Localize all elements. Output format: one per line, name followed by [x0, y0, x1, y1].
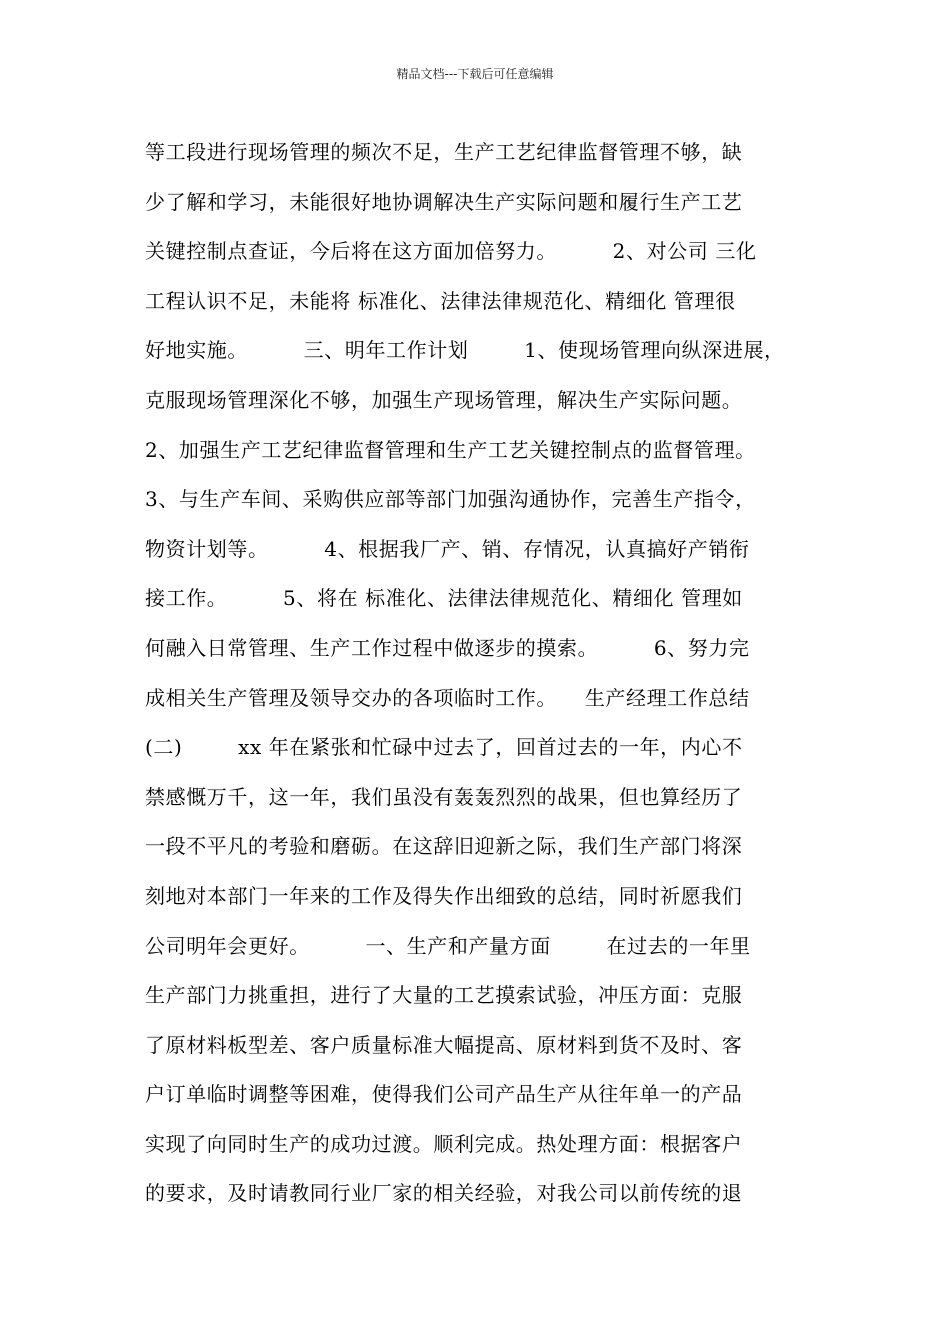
text-line: 的要求，及时请教同行业厂家的相关经验，对我公司以前传统的退: [145, 1181, 743, 1206]
page-header: 精品文档---下载后可任意编辑: [396, 67, 554, 81]
document-body: [145, 128, 817, 1219]
text-line: 公司明年会更好。 一、生产和产量方面 在过去的一年里: [145, 933, 751, 958]
text-line: 刻地对本部门一年来的工作及得失作出细致的总结，同时祈愿我们: [145, 883, 743, 908]
text-line: (二) xx 年在紧张和忙碌中过去了，回首过去的一年，内心不: [145, 735, 743, 760]
text-line: 一段不平凡的考验和磨砺。在这辞旧迎新之际，我们生产部门将深: [145, 834, 743, 859]
text-line: 何融入日常管理、生产工作过程中做逐步的摸索。 6、努力完: [145, 635, 750, 660]
text-line: 接工作。 5、将在 标准化、法律法律规范化、精细化 管理如: [145, 586, 743, 611]
text-line: 禁感慨万千，这一年，我们虽没有轰轰烈烈的战果，但也算经历了: [145, 784, 743, 809]
text-line: 关键控制点查证，今后将在这方面加倍努力。 2、对公司 三化: [145, 239, 757, 264]
text-line: 3、与生产车间、采购供应部等部门加强沟通协作，完善生产指令，: [145, 487, 756, 512]
text-line: 了原材料板型差、客户质量标准大幅提高、原材料到货不及时、客: [145, 1032, 743, 1057]
text-line: 等工段进行现场管理的频次不足，生产工艺纪律监督管理不够，缺: [145, 140, 743, 164]
text-line: 户订单临时调整等困难，使得我们公司产品生产从往年单一的产品: [145, 1082, 743, 1107]
text-line: 2、加强生产工艺纪律监督管理和生产工艺关键控制点的监督管理。: [145, 437, 756, 462]
text-line: 物资计划等。 4、根据我厂产、销、存情况，认真搞好产销衔: [145, 536, 750, 561]
text-line: 成相关生产管理及领导交办的各项临时工作。 生产经理工作总结: [145, 685, 750, 710]
text-line: 克服现场管理深化不够，加强生产现场管理，解决生产实际问题。: [145, 387, 743, 412]
text-line: 好地实施。 三、明年工作计划 1、使现场管理向纵深进展，: [145, 338, 785, 363]
text-line: 少了解和学习，未能很好地协调解决生产实际问题和履行生产工艺: [145, 189, 743, 214]
text-line: 工程认识不足，未能将 标准化、法律法律规范化、精细化 管理很: [145, 288, 736, 313]
text-line: 实现了向同时生产的成功过渡。顺利完成。热处理方面：根据客户: [145, 1131, 743, 1156]
text-line: 生产部门力挑重担，进行了大量的工艺摸索试验，冲压方面：克服: [145, 983, 743, 1008]
